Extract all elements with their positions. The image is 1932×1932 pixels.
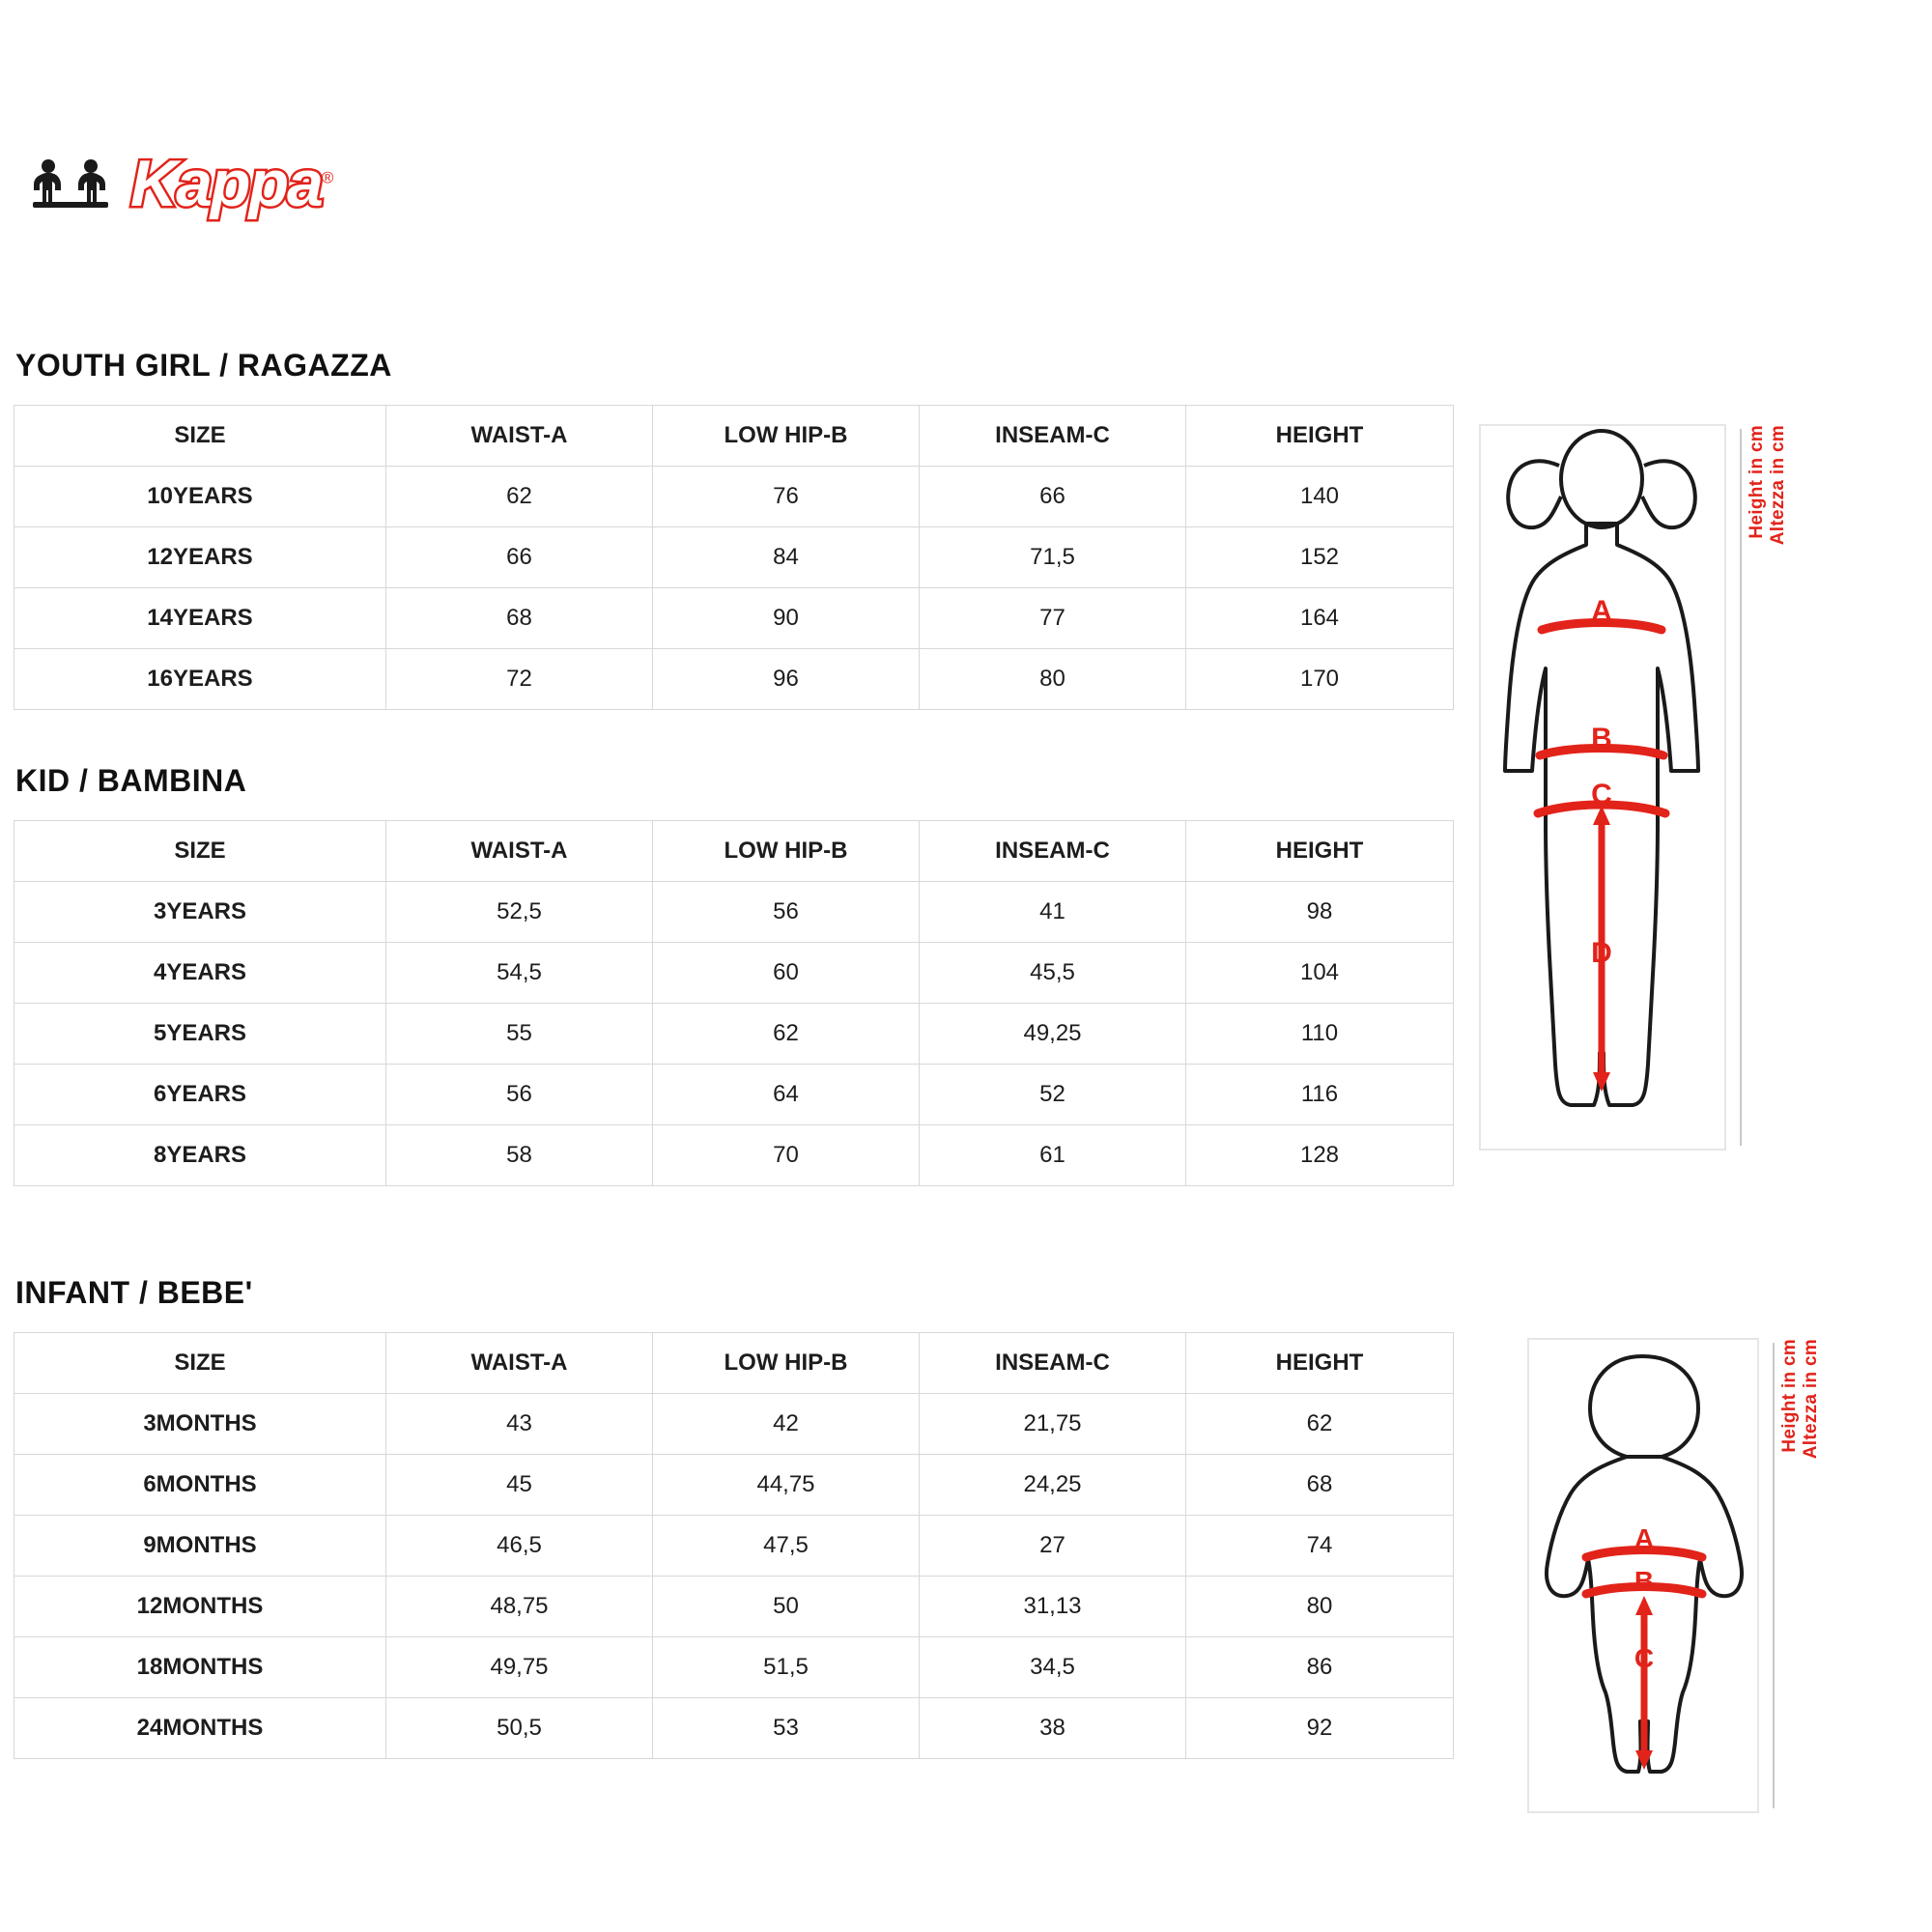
col-waist: WAIST-A — [386, 406, 653, 467]
cell-size: 14YEARS — [14, 588, 386, 649]
cell-inseam: 24,25 — [920, 1455, 1186, 1516]
section-title-infant: INFANT / BEBE' — [15, 1275, 253, 1310]
cell-low-hip: 84 — [653, 527, 920, 588]
cell-low-hip: 51,5 — [653, 1637, 920, 1698]
cell-waist: 43 — [386, 1394, 653, 1455]
cell-size: 10YEARS — [14, 467, 386, 527]
svg-text:D: D — [1591, 937, 1612, 969]
table-row — [14, 1516, 1454, 1577]
cell-height: 86 — [1186, 1637, 1454, 1698]
cell-low-hip: 76 — [653, 467, 920, 527]
cell-inseam: 27 — [920, 1516, 1186, 1577]
table-row — [14, 882, 1454, 943]
col-low-hip: LOW HIP-B — [653, 821, 920, 882]
cell-size: 3YEARS — [14, 882, 386, 943]
cell-inseam: 41 — [920, 882, 1186, 943]
section-title-kid: KID / BAMBINA — [15, 763, 247, 798]
infant-body-measure-diagram — [1526, 1333, 1835, 1816]
girl-height-label-it: Altezza in cm — [1768, 425, 1788, 546]
cell-waist: 58 — [386, 1125, 653, 1186]
cell-low-hip: 96 — [653, 649, 920, 710]
cell-waist: 50,5 — [386, 1698, 653, 1759]
cell-waist: 72 — [386, 649, 653, 710]
cell-height: 92 — [1186, 1698, 1454, 1759]
col-size: SIZE — [14, 406, 386, 467]
cell-waist: 45 — [386, 1455, 653, 1516]
svg-text:A: A — [1591, 595, 1612, 627]
brand-logo — [19, 145, 541, 222]
cell-inseam: 71,5 — [920, 527, 1186, 588]
cell-size: 3MONTHS — [14, 1394, 386, 1455]
cell-height: 80 — [1186, 1577, 1454, 1637]
col-waist: WAIST-A — [386, 821, 653, 882]
brand-name: Kappa — [130, 147, 322, 220]
col-height: HEIGHT — [1186, 406, 1454, 467]
table-row — [14, 1637, 1454, 1698]
cell-inseam: 61 — [920, 1125, 1186, 1186]
table-row — [14, 943, 1454, 1004]
svg-text:C: C — [1634, 1643, 1655, 1673]
cell-low-hip: 53 — [653, 1698, 920, 1759]
cell-size: 8YEARS — [14, 1125, 386, 1186]
cell-low-hip: 90 — [653, 588, 920, 649]
cell-height: 116 — [1186, 1065, 1454, 1125]
cell-height: 104 — [1186, 943, 1454, 1004]
svg-text:C: C — [1591, 779, 1612, 810]
cell-waist: 52,5 — [386, 882, 653, 943]
cell-inseam: 45,5 — [920, 943, 1186, 1004]
col-height: HEIGHT — [1186, 1333, 1454, 1394]
cell-waist: 68 — [386, 588, 653, 649]
table-row — [14, 649, 1454, 710]
table-row — [14, 1577, 1454, 1637]
registered-mark: ® — [321, 168, 332, 187]
cell-inseam: 77 — [920, 588, 1186, 649]
cell-size: 12YEARS — [14, 527, 386, 588]
col-size: SIZE — [14, 1333, 386, 1394]
cell-size: 12MONTHS — [14, 1577, 386, 1637]
table-row — [14, 467, 1454, 527]
cell-low-hip: 42 — [653, 1394, 920, 1455]
girl-body-measure-diagram — [1478, 415, 1787, 1159]
cell-size: 18MONTHS — [14, 1637, 386, 1698]
cell-inseam: 52 — [920, 1065, 1186, 1125]
girl-body-measure-icon — [1478, 415, 1787, 1159]
cell-height: 110 — [1186, 1004, 1454, 1065]
cell-size: 9MONTHS — [14, 1516, 386, 1577]
section-youth-girl — [14, 348, 1453, 710]
cell-low-hip: 70 — [653, 1125, 920, 1186]
cell-inseam: 34,5 — [920, 1637, 1186, 1698]
cell-waist: 48,75 — [386, 1577, 653, 1637]
section-kid — [14, 763, 1453, 1186]
cell-low-hip: 60 — [653, 943, 920, 1004]
table-row — [14, 527, 1454, 588]
cell-height: 62 — [1186, 1394, 1454, 1455]
cell-waist: 46,5 — [386, 1516, 653, 1577]
cell-inseam: 49,25 — [920, 1004, 1186, 1065]
col-height: HEIGHT — [1186, 821, 1454, 882]
cell-inseam: 66 — [920, 467, 1186, 527]
table-row — [14, 588, 1454, 649]
table-row — [14, 1125, 1454, 1186]
cell-height: 164 — [1186, 588, 1454, 649]
section-infant — [14, 1275, 1453, 1759]
cell-size: 24MONTHS — [14, 1698, 386, 1759]
table-row — [14, 1698, 1454, 1759]
table-row — [14, 1394, 1454, 1455]
table-row — [14, 1004, 1454, 1065]
infant-height-label-it: Altezza in cm — [1801, 1339, 1821, 1460]
kappa-omini-logo-icon — [19, 154, 121, 213]
cell-height: 74 — [1186, 1516, 1454, 1577]
cell-waist: 56 — [386, 1065, 653, 1125]
col-inseam: INSEAM-C — [920, 1333, 1186, 1394]
cell-low-hip: 47,5 — [653, 1516, 920, 1577]
cell-low-hip: 62 — [653, 1004, 920, 1065]
table-infant — [14, 1332, 1454, 1759]
cell-height: 98 — [1186, 882, 1454, 943]
brand-wordmark — [130, 147, 332, 220]
cell-size: 6MONTHS — [14, 1455, 386, 1516]
table-row — [14, 1065, 1454, 1125]
cell-low-hip: 64 — [653, 1065, 920, 1125]
cell-inseam: 80 — [920, 649, 1186, 710]
col-low-hip: LOW HIP-B — [653, 1333, 920, 1394]
cell-height: 170 — [1186, 649, 1454, 710]
table-kid — [14, 820, 1454, 1186]
cell-low-hip: 44,75 — [653, 1455, 920, 1516]
table-header-row — [14, 406, 1454, 467]
section-title-youth-girl: YOUTH GIRL / RAGAZZA — [15, 348, 392, 383]
col-low-hip: LOW HIP-B — [653, 406, 920, 467]
svg-text:B: B — [1634, 1566, 1655, 1596]
col-waist: WAIST-A — [386, 1333, 653, 1394]
cell-inseam: 31,13 — [920, 1577, 1186, 1637]
table-row — [14, 1455, 1454, 1516]
cell-low-hip: 56 — [653, 882, 920, 943]
table-header-row — [14, 821, 1454, 882]
col-inseam: INSEAM-C — [920, 406, 1186, 467]
cell-waist: 66 — [386, 527, 653, 588]
cell-size: 4YEARS — [14, 943, 386, 1004]
cell-height: 152 — [1186, 527, 1454, 588]
col-inseam: INSEAM-C — [920, 821, 1186, 882]
cell-waist: 49,75 — [386, 1637, 653, 1698]
cell-height: 68 — [1186, 1455, 1454, 1516]
cell-size: 5YEARS — [14, 1004, 386, 1065]
cell-size: 16YEARS — [14, 649, 386, 710]
cell-height: 128 — [1186, 1125, 1454, 1186]
table-header-row — [14, 1333, 1454, 1394]
cell-low-hip: 50 — [653, 1577, 920, 1637]
cell-waist: 54,5 — [386, 943, 653, 1004]
cell-height: 140 — [1186, 467, 1454, 527]
svg-text:B: B — [1591, 723, 1612, 754]
girl-height-label-en: Height in cm — [1747, 425, 1767, 539]
cell-waist: 55 — [386, 1004, 653, 1065]
cell-inseam: 38 — [920, 1698, 1186, 1759]
table-youth-girl — [14, 405, 1454, 710]
infant-height-label-en: Height in cm — [1779, 1339, 1800, 1453]
cell-waist: 62 — [386, 467, 653, 527]
col-size: SIZE — [14, 821, 386, 882]
cell-size: 6YEARS — [14, 1065, 386, 1125]
svg-text:A: A — [1634, 1523, 1655, 1553]
cell-inseam: 21,75 — [920, 1394, 1186, 1455]
